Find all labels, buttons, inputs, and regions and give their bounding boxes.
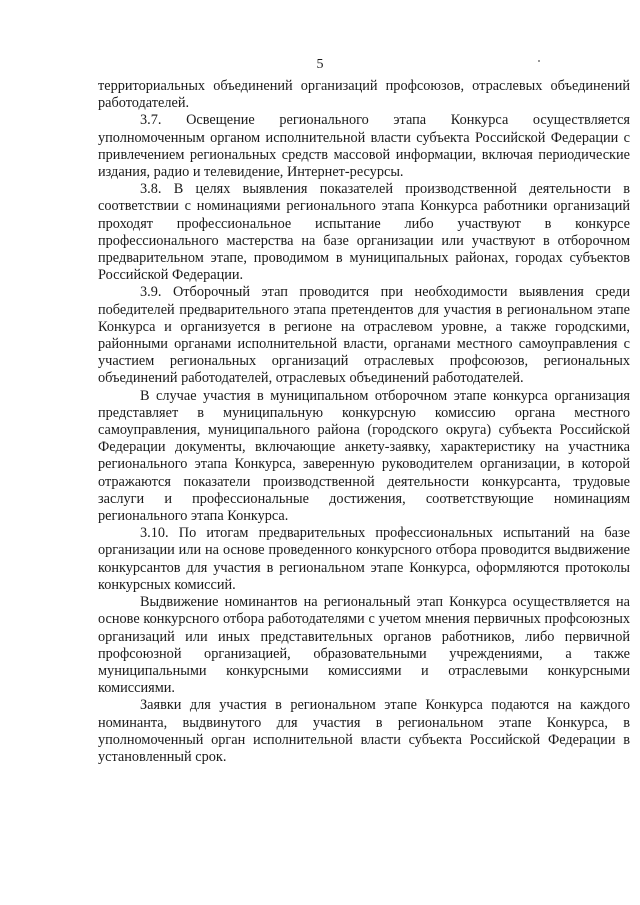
- paragraph-municipal-stage: В случае участия в муниципальном отборочном этапе конкурса организация представляет в муниципальную конкурсную комиссию органа местного самоуправления, муниципального района (городского округа) субъекта Российской Федерации документы, включающие анкету-заявку, характеристику на участника регионального этапа Конкурса, заверенную руководителем организации, в которой отражаются показатели производственной деятельности конкурсанта, трудовые заслуги и профессиональные достижения, соответствующие номинациям регионального этапа Конкурса.: [98, 387, 630, 525]
- page-number: 5: [316, 57, 324, 72]
- paragraph-3-10: 3.10. По итогам предварительных профессиональных испытаний на базе организации или на основе проведенного конкурсного отбора проводится выдвижение конкурсантов для участия в региональном этапе Конкурса, оформляются протоколы конкурсных комиссий.: [98, 525, 630, 593]
- scan-speck: [538, 60, 540, 62]
- paragraph-3-9: 3.9. Отборочный этап проводится при необходимости выявления среди победителей предварительного этапа претендентов для участия в региональном этапе Конкурса и организуется в регионе на отраслевом уровне, а также городскими, районными органами исполнительной власти, органами местного самоуправления с участием региональных организаций отраслевых профсоюзов, региональных объединений работодателей, отраслевых объединений работодателей.: [98, 284, 630, 387]
- paragraph-3-7: 3.7. Освещение регионального этапа Конкурса осуществляется уполномоченным органом исполнительной власти субъекта Российской Федерации с привлечением региональных средств массовой информации, включая периодические издания, радио и телевидение, Интернет-ресурсы.: [98, 112, 630, 181]
- paragraph-applications: Заявки для участия в региональном этапе Конкурса подаются на каждого номинанта, выдвинутого для участия в региональном этапе Конкурса, в уполномоченный орган исполнительной власти субъекта Российской Федерации в установленный срок.: [98, 697, 630, 765]
- document-body: [98, 78, 630, 766]
- paragraph-nomination: Выдвижение номинантов на региональный этап Конкурса осуществляется на основе конкурсного отбора работодателями с учетом мнения первичных профсоюзных организаций или иных представительных органов работников, либо первичной профсоюзной организацией, образовательными учреждениями, а также муниципальными конкурсными комиссиями и отраслевыми конкурсными комиссиями.: [98, 594, 630, 697]
- paragraph-continuation: территориальных объединений организаций профсоюзов, отраслевых объединений работодателей.: [98, 78, 630, 112]
- paragraph-3-8: 3.8. В целях выявления показателей производственной деятельности в соответствии с номинациями регионального этапа Конкурса работники организаций проходят профессиональное испытание либо участвуют в конкурсе профессионального мастерства на базе организации или участвуют в отборочном предварительном этапе, проводимом в муниципальных районах, городах субъектов Российской Федерации.: [98, 181, 630, 284]
